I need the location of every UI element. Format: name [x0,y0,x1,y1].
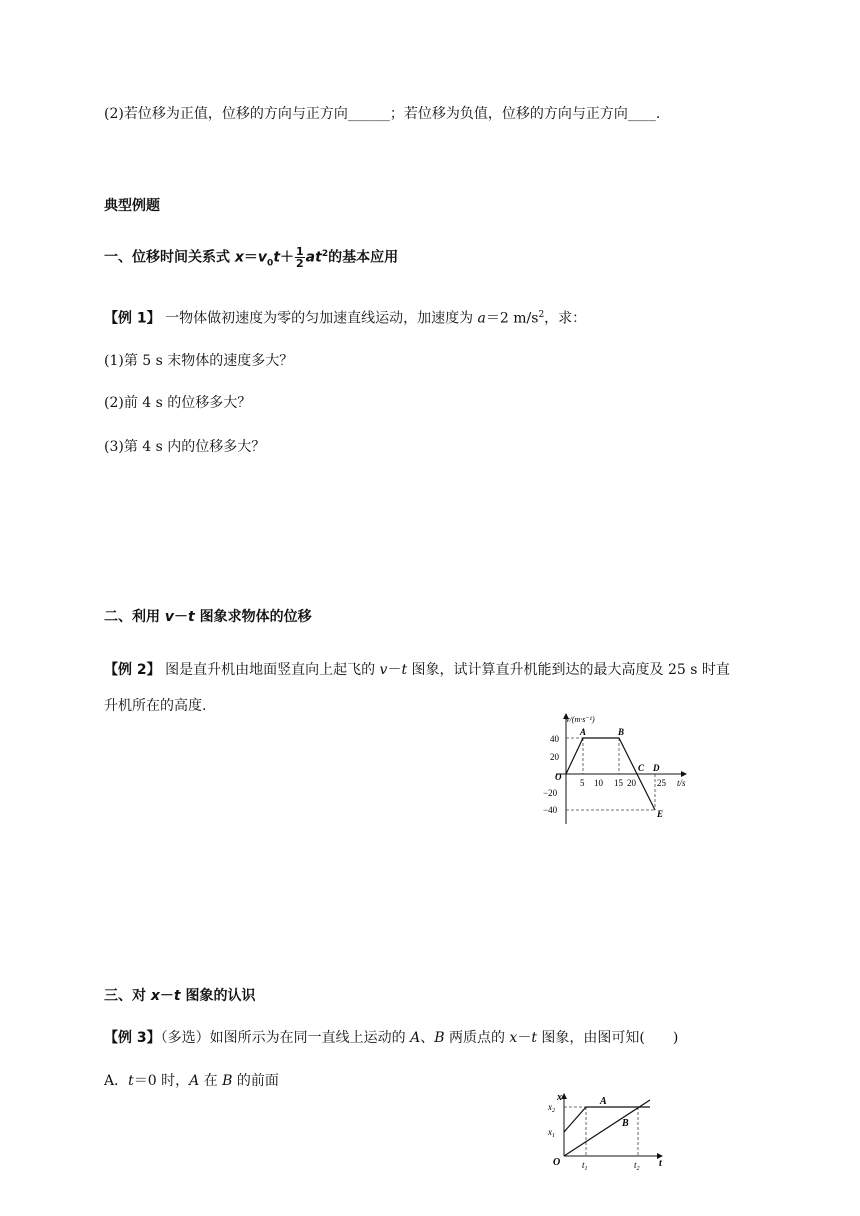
heading-2-suffix: 图象求物体的位移 [194,609,312,625]
example-1-q1: (1)第 5 s 末物体的速度多大？ [104,353,294,369]
heading-1-suffix: 的基本应用 [328,249,399,266]
vt-ytick-20: 20 [550,752,559,762]
formula-x: x [234,249,244,266]
heading-2 [104,607,312,627]
example-3-text2: 两质点的 [444,1030,510,1046]
vt-xtick-5: 5 [580,778,585,788]
example-3-dash: － [517,1030,532,1046]
option-A-A: A [189,1073,200,1089]
example-1-value: ＝2 m/s [485,310,539,327]
xt-tick-x2: $x_2$ [548,1102,555,1114]
section-title: 典型例题 [104,198,160,214]
example-1-a: a [477,310,486,327]
formula-v: v [257,249,268,266]
option-A-eq: ＝0 时， [133,1073,190,1089]
formula-t2: t [315,249,322,266]
example-2-v: v [379,662,388,678]
xt-x-label: t [659,1158,662,1169]
example-1-end: ，求： [544,310,587,327]
vt-xtick-15: 15 [614,778,623,788]
fraction-denominator: 2 [296,257,304,271]
example-2-text1: 图是直升机由地面竖直向上起飞的 [160,662,380,678]
vt-point-B: B [618,727,625,737]
vt-chart [530,708,710,830]
example-2-text3: 升机所在的高度. [104,698,207,714]
example-3-t: t [531,1030,537,1046]
formula-square: 2 [321,249,329,259]
question-2-line [104,104,660,124]
example-3-A: A [410,1030,421,1046]
question-2-end: . [655,106,661,122]
heading-3-dash: － [159,988,174,1004]
heading-2-t: t [188,609,195,625]
heading-3 [104,986,255,1006]
answer-blank-1[interactable]: ______ [347,106,390,122]
example-1-tag: 【例 1】 [104,310,161,327]
xt-label-A: A [600,1096,607,1107]
vt-x-label: t/s [677,778,686,788]
vt-point-C: C [638,763,645,773]
xt-y-label: x [557,1092,562,1103]
formula-t: t [273,249,281,266]
example-2-tag: 【例 2】 [104,662,161,678]
heading-1-prefix: 一、位移时间关系式 [104,249,235,266]
formula-fraction [295,246,305,269]
option-A[interactable] [104,1071,279,1091]
vt-origin: O [555,772,562,782]
example-3 [104,1028,678,1048]
question-2-part1: (2)若位移为正值，位移的方向与正方向 [104,106,348,122]
option-A-label: A． [104,1073,129,1089]
formula-eq: ＝ [243,249,258,266]
vt-xtick-20: 20 [627,778,636,788]
example-3-x: x [509,1030,518,1046]
example-1-text: 一物体做初速度为零的匀加速直线运动，加速度为 [160,310,478,327]
vt-ytick-neg40: −40 [543,805,558,815]
xt-tick-x1: $x_1$ [548,1127,555,1139]
option-A-end: 的前面 [232,1073,279,1089]
vt-ytick-neg20: −20 [543,788,558,798]
answer-blank-2[interactable]: ____ [627,106,656,122]
example-1 [104,305,586,329]
heading-3-t: t [173,988,181,1004]
example-3-text3: 图象，由图可知( ) [536,1030,679,1046]
vt-point-D: D [653,763,660,773]
heading-2-prefix: 二、利用 [104,609,165,625]
xt-chart [534,1090,674,1176]
option-A-mid: 在 [199,1073,223,1089]
example-2-text2: 图象，试计算直升机能到达的最大高度及 25 s 时直 [407,662,730,678]
example-1-square: 2 [538,310,545,320]
heading-3-x: x [150,988,160,1004]
vt-y-label: v/(m·s⁻¹) [566,715,595,724]
heading-2-v: v [164,609,175,625]
example-3-sep: 、 [420,1030,435,1046]
formula-plus: ＋ [280,249,295,266]
xt-tick-t2: $t_2$ [634,1160,640,1172]
vt-point-A: A [580,727,587,737]
vt-point-E: E [657,809,664,819]
heading-1 [104,244,398,273]
example-2-t: t [401,662,408,678]
example-3-tag: 【例 3】 [104,1030,161,1046]
example-3-text1: （多选）如图所示为在同一直线上运动的 [160,1030,411,1046]
fraction-numerator: 1 [296,245,304,259]
heading-2-dash: － [174,609,189,625]
example-1-q2: (2)前 4 s 的位移多大？ [104,395,252,411]
vt-ytick-40: 40 [550,734,559,744]
formula-sub0: 0 [267,258,274,269]
xt-line-B [564,1100,650,1156]
example-1-q3: (3)第 4 s 内的位移多大？ [104,439,266,455]
vt-xtick-25: 25 [657,778,666,788]
xt-label-B: B [622,1118,629,1129]
example-2-dash: － [387,662,402,678]
question-2-part2: ；若位移为负值，位移的方向与正方向 [389,106,628,122]
heading-3-prefix: 三、对 [104,988,151,1004]
xt-tick-t1: $t_1$ [582,1160,588,1172]
formula-a: a [305,249,316,266]
example-3-B: B [434,1030,445,1046]
xt-origin: O [553,1157,561,1168]
option-A-t: t [128,1073,134,1089]
heading-3-suffix: 图象的认识 [180,988,256,1004]
option-A-B: B [222,1073,233,1089]
vt-xtick-10: 10 [594,778,603,788]
